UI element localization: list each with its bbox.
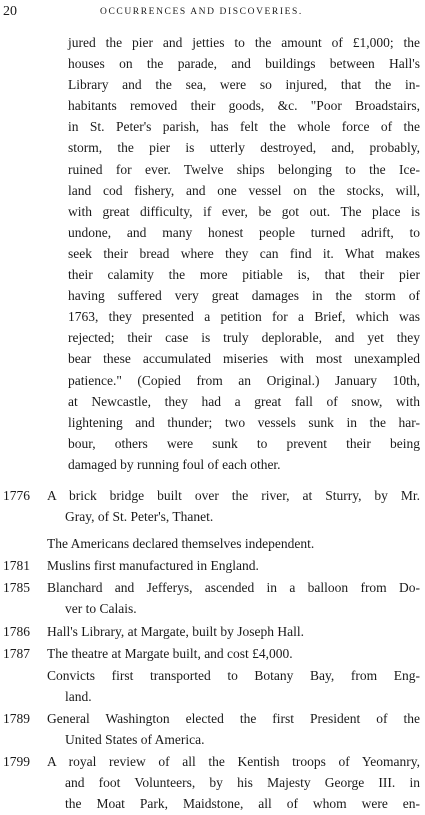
paragraph-line: having suffered very great damages in the storm of — [68, 288, 420, 304]
paragraph-line: land cod fishery, and one vessel on the stocks, will, — [68, 182, 420, 198]
entry-line: A brick bridge built over the river, at Sturry, by Mr. — [47, 488, 420, 503]
continued-paragraph — [68, 32, 420, 475]
page-header — [0, 4, 425, 24]
paragraph-line: at Newcastle, they had a great fall of snow, with — [68, 393, 420, 409]
paragraph-line: storm, the pier is utterly destroyed, and, probably, — [68, 140, 420, 156]
paragraph-line: their calamity the more pitiable is, that their pier — [68, 267, 420, 283]
paragraph-line: ruined for ever. Twelve ships belonging to the Ice- — [68, 161, 420, 177]
chronology-entry — [0, 621, 420, 642]
paragraph-line: 1763, they presented a petition for a Brief, which was — [68, 309, 420, 325]
paragraph-line: undone, and many honest people turned adrift, to — [68, 224, 420, 240]
paragraph-line: habitants removed their goods, &c. "Poor Broadstairs, — [68, 98, 420, 114]
entry-line: General Washington elected the first President of the — [47, 710, 420, 726]
page-number: 20 — [3, 4, 17, 19]
entry-year: 1789 — [3, 710, 30, 726]
paragraph-line: patience." (Copied from an Original.) January 10th, — [68, 372, 420, 388]
entry-line: ver to Calais. — [65, 601, 137, 617]
entry-line: The theatre at Margate built, and cost £4,000. — [47, 645, 293, 661]
paragraph-line: Library and the sea, were so injured, that the in- — [68, 77, 420, 93]
paragraph-line: bear these accumulated miseries with most unexampled — [68, 351, 420, 367]
entry-line: Blanchard and Jefferys, ascended in a balloon from Do- — [47, 580, 420, 596]
entry-year: 1776 — [3, 488, 30, 503]
chronology-note: The Americans declared themselves independent. — [47, 536, 315, 552]
paragraph-line: rejected; their case is truly deplorable, and yet they — [68, 330, 420, 346]
entry-year: 1786 — [3, 623, 30, 639]
entry-line: Hall's Library, at Margate, built by Joseph Hall. — [47, 623, 305, 639]
entry-year: 1799 — [3, 754, 30, 770]
paragraph-line: lightening and thunder; two vessels sunk in the har- — [68, 414, 420, 430]
paragraph-line: houses on the parade, and buildings between Hall's — [68, 56, 420, 72]
paragraph-line: in St. Peter's parish, has felt the whole force of the — [68, 119, 420, 135]
entry-year: 1781 — [3, 558, 30, 574]
chronology-entry — [0, 643, 420, 664]
chronology-entry — [0, 665, 420, 707]
entry-line: A royal review of all the Kentish troops of Yeomanry, — [47, 754, 420, 770]
paragraph-line: bour, others were sunk to prevent their being — [68, 435, 420, 451]
running-head: OCCURRENCES AND DISCOVERIES. — [100, 7, 303, 17]
chronology-entry — [0, 577, 420, 619]
entry-line: Convicts first transported to Botany Bay, from Eng- — [47, 667, 420, 683]
entry-line: the Moat Park, Maidstone, all of whom were en- — [65, 796, 420, 812]
paragraph-line: seek their bread where they can find it. What makes — [68, 245, 420, 261]
paragraph-line: damaged by running foul of each other. — [68, 456, 281, 472]
chronology-entry — [0, 555, 420, 576]
entry-year: 1787 — [3, 645, 30, 661]
entry-line: and foot Volunteers, by his Majesty George III. in — [65, 775, 420, 791]
entry-line: United States of America. — [65, 732, 205, 748]
entry-line: Muslins first manufactured in England. — [47, 558, 259, 574]
entry-year: 1785 — [3, 580, 30, 596]
chronology-list — [0, 485, 420, 815]
chronology-entry — [0, 751, 420, 814]
entry-line: land. — [65, 688, 92, 704]
entry-line: Gray, of St. Peter's, Thanet. — [65, 509, 214, 525]
paragraph-line: with great difficulty, if ever, be got out. The place is — [68, 203, 420, 219]
chronology-entry — [0, 708, 420, 750]
chronology-entry — [0, 485, 420, 527]
paragraph-line: jured the pier and jetties to the amount of £1,000; the — [68, 35, 420, 50]
